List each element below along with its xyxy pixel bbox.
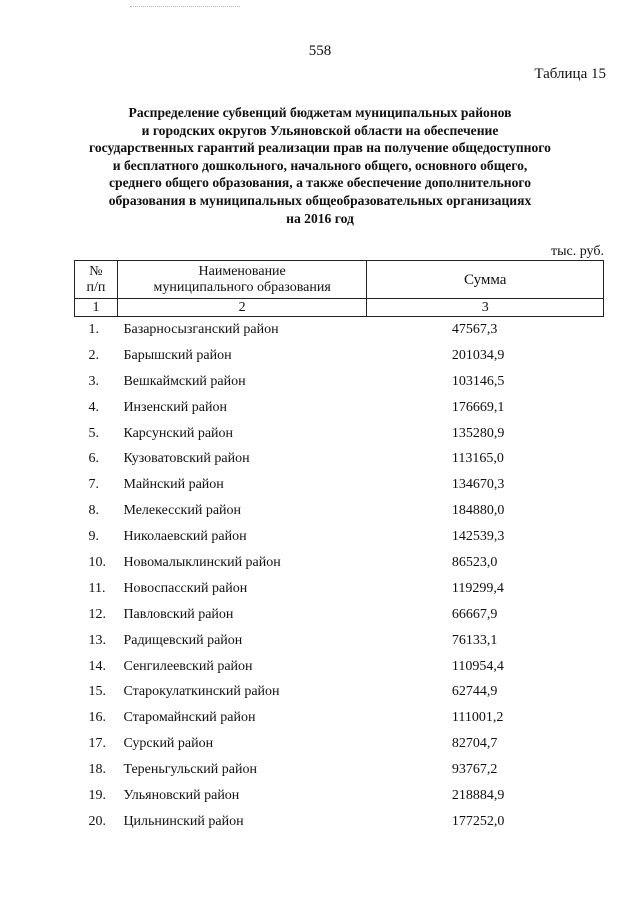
district-name: Сенгилеевский район [123, 658, 253, 674]
row-number: 20. [88, 813, 106, 829]
subvention-amount: 62744,9 [451, 684, 498, 700]
row-number: 4. [88, 399, 99, 415]
subvention-amount: 135280,9 [451, 425, 505, 441]
document-title [60, 104, 580, 227]
district-name: Новоспасский район [123, 580, 248, 596]
row-number: 11. [88, 580, 106, 596]
district-name: Барышский район [123, 347, 232, 363]
district-name: Майнский район [123, 477, 224, 493]
subvention-table [74, 260, 604, 835]
table-row [75, 731, 604, 757]
subvention-amount: 142539,3 [451, 529, 505, 545]
column-index: 1 [75, 299, 118, 317]
title-line: образования в муниципальных общеобразовательных организациях [108, 192, 532, 208]
title-line: и бесплатного дошкольного, начального общего, основного общего, [112, 157, 528, 173]
table-row [75, 705, 604, 731]
row-number: 17. [88, 736, 106, 752]
table-row [75, 369, 604, 395]
subvention-amount: 111001,2 [451, 710, 504, 726]
row-number: 9. [88, 529, 99, 545]
subvention-amount: 119299,4 [451, 580, 504, 596]
district-name: Цильнинский район [123, 813, 244, 829]
table-row [75, 395, 604, 421]
header-number-line1: № [89, 263, 103, 279]
district-name: Карсунский район [123, 425, 234, 441]
subvention-amount: 201034,9 [451, 347, 505, 363]
title-line: Распределение субвенций бюджетам муниципальных районов [128, 105, 512, 120]
table-row [75, 628, 604, 654]
table-label: Таблица 15 [534, 66, 606, 82]
row-number: 14. [88, 658, 106, 674]
subvention-amount: 66667,9 [451, 606, 498, 622]
table-body [75, 317, 604, 835]
row-number: 8. [88, 503, 99, 519]
district-name: Ульяновский район [123, 787, 240, 803]
column-index-row [75, 299, 604, 317]
table-row [75, 472, 604, 498]
district-name: Кузоватовский район [123, 451, 250, 467]
table-row [75, 421, 604, 447]
table-row [75, 317, 604, 343]
header-name-line2: муниципального образования [153, 279, 331, 295]
row-number: 18. [88, 762, 106, 778]
table-row [75, 498, 604, 524]
header-name [117, 261, 366, 299]
district-name: Павловский район [123, 606, 234, 622]
district-name: Вешкаймский район [123, 373, 246, 389]
table-row [75, 602, 604, 628]
subvention-amount: 82704,7 [451, 736, 498, 752]
title-line: и городских округов Ульяновской области на обеспечение [141, 122, 499, 138]
row-number: 12. [88, 606, 106, 622]
table-row [75, 343, 604, 369]
page-number: 558 [308, 43, 332, 59]
table-row [75, 757, 604, 783]
subvention-amount: 176669,1 [451, 399, 505, 415]
table-row [75, 654, 604, 680]
subvention-amount: 86523,0 [451, 554, 498, 570]
district-name: Радищевский район [123, 632, 243, 648]
header-sum: Сумма [367, 261, 604, 299]
table-row [75, 576, 604, 602]
subvention-amount: 134670,3 [451, 477, 505, 493]
district-name: Новомалыклинский район [123, 554, 281, 570]
district-name: Мелекесский район [123, 503, 242, 519]
row-number: 3. [88, 373, 99, 389]
header-number-line2: п/п [86, 279, 106, 295]
title-line: среднего общего образования, а также обеспечение дополнительного [108, 175, 532, 191]
title-line: на 2016 год [286, 210, 354, 226]
table-row [75, 550, 604, 576]
row-number: 5. [88, 425, 99, 441]
column-index: 3 [367, 299, 604, 317]
table-row [75, 524, 604, 550]
district-name: Старокулаткинский район [123, 684, 280, 700]
subvention-amount: 113165,0 [451, 451, 504, 467]
subvention-amount: 184880,0 [451, 503, 505, 519]
row-number: 7. [88, 477, 99, 493]
subvention-amount: 93767,2 [451, 762, 498, 778]
table-row [75, 446, 604, 472]
row-number: 13. [88, 632, 106, 648]
header-number [75, 261, 118, 299]
district-name: Тереньгульский район [123, 762, 257, 778]
column-index: 2 [117, 299, 366, 317]
subvention-amount: 218884,9 [451, 787, 505, 803]
district-name: Старомайнский район [123, 710, 256, 726]
table-row [75, 783, 604, 809]
row-number: 16. [88, 710, 106, 726]
subvention-amount: 47567,3 [451, 321, 498, 337]
row-number: 10. [88, 554, 106, 570]
row-number: 2. [88, 347, 99, 363]
district-name: Сурский район [123, 736, 214, 752]
table-header-row [75, 261, 604, 299]
scan-artifact [130, 6, 240, 9]
subvention-amount: 177252,0 [451, 813, 505, 829]
district-name: Базарносызганский район [123, 321, 279, 337]
header-name-line1: Наименование [198, 263, 286, 279]
table-row [75, 679, 604, 705]
row-number: 19. [88, 787, 106, 803]
row-number: 6. [88, 451, 99, 467]
subvention-amount: 76133,1 [451, 632, 498, 648]
table-row [75, 809, 604, 835]
row-number: 1. [88, 321, 99, 337]
subvention-amount: 103146,5 [451, 373, 505, 389]
district-name: Николаевский район [123, 529, 247, 545]
title-line: государственных гарантий реализации прав на получение общедоступного [89, 140, 551, 156]
row-number: 15. [88, 684, 106, 700]
units-label: тыс. руб. [551, 244, 604, 259]
district-name: Инзенский район [123, 399, 227, 415]
subvention-amount: 110954,4 [451, 658, 504, 674]
